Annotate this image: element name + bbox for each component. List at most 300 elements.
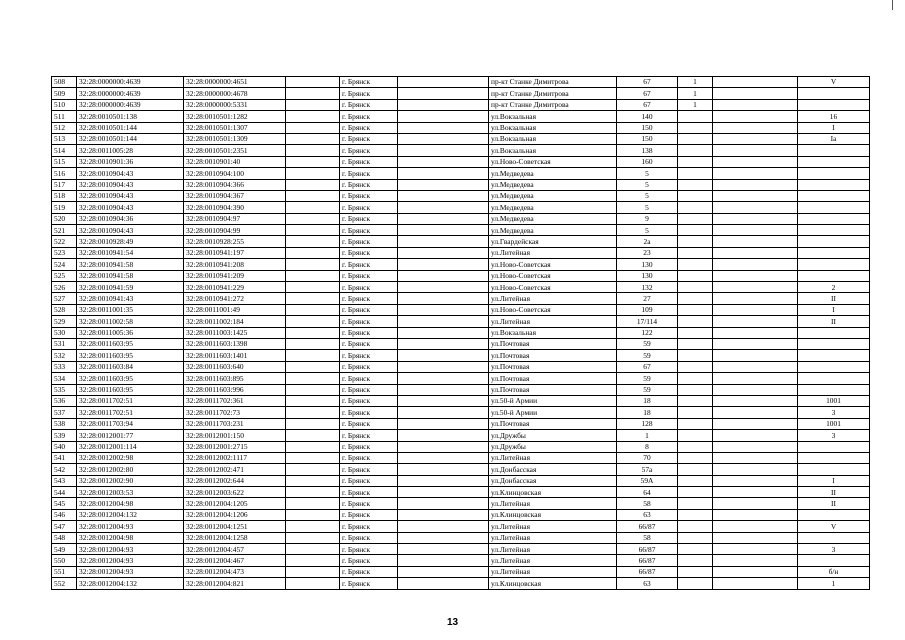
parent-cadastral-number-cell: 32:28:0010928:49 [77,236,184,247]
row-number-cell: 531 [52,338,77,349]
row-number-cell: 549 [52,544,77,555]
city-cell: г. Брянск [340,487,398,498]
cadastral-number-cell: 32:28:0010901:40 [184,156,286,167]
table-row [52,168,870,179]
cadastral-number-cell: 32:28:0011603:1398 [184,338,286,349]
empty-cell [398,544,489,555]
empty-cell [286,213,340,224]
empty-cell [398,384,489,395]
empty-cell [398,88,489,99]
street-cell: ул.Литейная [489,247,617,258]
city-cell: г. Брянск [340,361,398,372]
city-cell: г. Брянск [340,225,398,236]
row-number-cell: 513 [52,133,77,144]
premises-number-cell: 16 [798,111,870,122]
table-row [52,578,870,589]
empty-cell [286,373,340,384]
parent-cadastral-number-cell: 32:28:0012004:98 [77,532,184,543]
cadastral-number-cell: 32:28:0010904:97 [184,213,286,224]
empty-cell [713,282,798,293]
block-cell [678,464,713,475]
cadastral-number-cell: 32:28:0011603:1401 [184,350,286,361]
empty-cell [398,304,489,315]
empty-cell [713,464,798,475]
empty-cell [286,236,340,247]
empty-cell [286,327,340,338]
block-cell [678,418,713,429]
empty-cell [286,555,340,566]
street-cell: пр-кт Станке Димитрова [489,99,617,110]
table-row [52,293,870,304]
empty-cell [713,236,798,247]
parent-cadastral-number-cell: 32:28:0010941:58 [77,270,184,281]
empty-cell [398,555,489,566]
street-cell: ул.Почтовая [489,373,617,384]
empty-cell [713,384,798,395]
parent-cadastral-number-cell: 32:28:0011603:95 [77,384,184,395]
row-number-cell: 544 [52,487,77,498]
table-row [52,88,870,99]
parent-cadastral-number-cell: 32:28:0000000:4639 [77,77,184,88]
premises-number-cell: I [798,475,870,486]
row-number-cell: 545 [52,498,77,509]
row-number-cell: 539 [52,430,77,441]
cadastral-number-cell: 32:28:0012004:457 [184,544,286,555]
row-number-cell: 510 [52,99,77,110]
cadastral-number-cell: 32:28:0011703:231 [184,418,286,429]
table-row [52,498,870,509]
empty-cell [286,452,340,463]
empty-cell [398,190,489,201]
street-cell: ул.Ново-Советская [489,304,617,315]
empty-cell [713,361,798,372]
empty-cell [398,327,489,338]
cadastral-number-cell: 32:28:0011702:73 [184,407,286,418]
house-number-cell: 63 [617,578,678,589]
street-cell: ул.Донбасская [489,464,617,475]
empty-cell [286,430,340,441]
empty-cell [286,509,340,520]
block-cell [678,373,713,384]
table-row [52,122,870,133]
premises-number-cell: 1001 [798,395,870,406]
cadastral-number-cell: 32:28:0012003:622 [184,487,286,498]
empty-cell [713,441,798,452]
empty-cell [713,578,798,589]
empty-cell [286,338,340,349]
empty-cell [398,99,489,110]
street-cell: пр-кт Станке Димитрова [489,77,617,88]
parent-cadastral-number-cell: 32:28:0012002:80 [77,464,184,475]
table-row [52,384,870,395]
cadastral-number-cell: 32:28:0010501:1307 [184,122,286,133]
table-row [52,282,870,293]
empty-cell [398,509,489,520]
parent-cadastral-number-cell: 32:28:0010904:43 [77,202,184,213]
empty-cell [398,532,489,543]
parent-cadastral-number-cell: 32:28:0010501:144 [77,122,184,133]
empty-cell [398,487,489,498]
empty-cell [398,270,489,281]
parent-cadastral-number-cell: 32:28:0010904:36 [77,213,184,224]
table-row [52,179,870,190]
cadastral-number-cell: 32:28:0010941:229 [184,282,286,293]
row-number-cell: 512 [52,122,77,133]
row-number-cell: 543 [52,475,77,486]
house-number-cell: 57а [617,464,678,475]
table-row [52,544,870,555]
block-cell [678,578,713,589]
cadastral-number-cell: 32:28:0000000:4651 [184,77,286,88]
block-cell [678,111,713,122]
house-number-cell: 23 [617,247,678,258]
parent-cadastral-number-cell: 32:28:0010941:54 [77,247,184,258]
parent-cadastral-number-cell: 32:28:0011603:95 [77,373,184,384]
house-number-cell: 59А [617,475,678,486]
empty-cell [398,145,489,156]
empty-cell [713,555,798,566]
empty-cell [286,441,340,452]
row-number-cell: 508 [52,77,77,88]
parent-cadastral-number-cell: 32:28:0011603:95 [77,338,184,349]
premises-number-cell [798,452,870,463]
parent-cadastral-number-cell: 32:28:0012001:114 [77,441,184,452]
house-number-cell: 132 [617,282,678,293]
street-cell: ул.Медведева [489,213,617,224]
empty-cell [713,77,798,88]
table-row [52,566,870,577]
premises-number-cell [798,259,870,270]
parent-cadastral-number-cell: 32:28:0011702:51 [77,407,184,418]
cadastral-number-cell: 32:28:0000000:4678 [184,88,286,99]
row-number-cell: 518 [52,190,77,201]
house-number-cell: 67 [617,361,678,372]
empty-cell [286,77,340,88]
row-number-cell: 516 [52,168,77,179]
cadastral-number-cell: 32:28:0010904:366 [184,179,286,190]
house-number-cell: 63 [617,509,678,520]
row-number-cell: 533 [52,361,77,372]
premises-number-cell [798,99,870,110]
street-cell: ул.Медведева [489,202,617,213]
block-cell [678,270,713,281]
table-row [52,521,870,532]
empty-cell [286,316,340,327]
cadastral-number-cell: 32:28:0010904:99 [184,225,286,236]
city-cell: г. Брянск [340,316,398,327]
empty-cell [286,202,340,213]
street-cell: ул.Литейная [489,521,617,532]
block-cell [678,202,713,213]
city-cell: г. Брянск [340,259,398,270]
cadastral-number-cell: 32:28:0010928:255 [184,236,286,247]
parent-cadastral-number-cell: 32:28:0010904:43 [77,179,184,190]
block-cell [678,122,713,133]
house-number-cell: 67 [617,99,678,110]
house-number-cell: 5 [617,179,678,190]
table-row [52,111,870,122]
parent-cadastral-number-cell: 32:28:0011002:58 [77,316,184,327]
city-cell: г. Брянск [340,566,398,577]
empty-cell [398,498,489,509]
empty-cell [398,464,489,475]
premises-number-cell: 1 [798,578,870,589]
table-row [52,327,870,338]
row-number-cell: 511 [52,111,77,122]
cadastral-number-cell: 32:28:0010501:1282 [184,111,286,122]
empty-cell [713,270,798,281]
street-cell: ул.Ново-Советская [489,156,617,167]
row-number-cell: 547 [52,521,77,532]
parent-cadastral-number-cell: 32:28:0012004:132 [77,509,184,520]
cadastral-number-cell: 32:28:0012002:1117 [184,452,286,463]
city-cell: г. Брянск [340,350,398,361]
block-cell [678,361,713,372]
empty-cell [398,566,489,577]
house-number-cell: 130 [617,259,678,270]
empty-cell [713,327,798,338]
premises-number-cell: 3 [798,407,870,418]
table-row [52,441,870,452]
block-cell [678,225,713,236]
cadastral-number-cell: 32:28:0000000:5331 [184,99,286,110]
row-number-cell: 541 [52,452,77,463]
empty-cell [286,133,340,144]
house-number-cell: 5 [617,202,678,213]
block-cell [678,168,713,179]
cadastral-number-cell: 32:28:0011603:895 [184,373,286,384]
city-cell: г. Брянск [340,532,398,543]
street-cell: ул.Почтовая [489,338,617,349]
table-row [52,225,870,236]
empty-cell [286,168,340,179]
row-number-cell: 548 [52,532,77,543]
empty-cell [713,395,798,406]
empty-cell [398,111,489,122]
empty-cell [398,316,489,327]
house-number-cell: 58 [617,532,678,543]
city-cell: г. Брянск [340,395,398,406]
empty-cell [713,293,798,304]
house-number-cell: 70 [617,452,678,463]
cadastral-number-cell: 32:28:0010941:197 [184,247,286,258]
empty-cell [286,384,340,395]
premises-number-cell [798,384,870,395]
premises-number-cell [798,350,870,361]
empty-cell [286,532,340,543]
empty-cell [398,213,489,224]
empty-cell [398,350,489,361]
empty-cell [713,452,798,463]
empty-cell [398,430,489,441]
empty-cell [286,475,340,486]
empty-cell [398,179,489,190]
parent-cadastral-number-cell: 32:28:0010904:43 [77,190,184,201]
table-row [52,430,870,441]
empty-cell [713,566,798,577]
cadastral-number-cell: 32:28:0012004:1205 [184,498,286,509]
street-cell: ул.Почтовая [489,384,617,395]
row-number-cell: 514 [52,145,77,156]
city-cell: г. Брянск [340,338,398,349]
city-cell: г. Брянск [340,190,398,201]
city-cell: г. Брянск [340,77,398,88]
parent-cadastral-number-cell: 32:28:0012004:93 [77,544,184,555]
parent-cadastral-number-cell: 32:28:0011703:94 [77,418,184,429]
row-number-cell: 521 [52,225,77,236]
house-number-cell: 58 [617,498,678,509]
city-cell: г. Брянск [340,521,398,532]
parent-cadastral-number-cell: 32:28:0012002:90 [77,475,184,486]
house-number-cell: 140 [617,111,678,122]
cadastral-number-cell: 32:28:0010904:100 [184,168,286,179]
house-number-cell: 8 [617,441,678,452]
street-cell: ул.Вокзальная [489,122,617,133]
parent-cadastral-number-cell: 32:28:0011005:28 [77,145,184,156]
parent-cadastral-number-cell: 32:28:0012004:93 [77,566,184,577]
table-row [52,407,870,418]
parent-cadastral-number-cell: 32:28:0000000:4639 [77,88,184,99]
parent-cadastral-number-cell: 32:28:0011001:35 [77,304,184,315]
table-row [52,395,870,406]
parent-cadastral-number-cell: 32:28:0012001:77 [77,430,184,441]
cadastral-number-cell: 32:28:0010941:272 [184,293,286,304]
table-row [52,361,870,372]
empty-cell [713,430,798,441]
row-number-cell: 527 [52,293,77,304]
city-cell: г. Брянск [340,384,398,395]
cadastral-number-cell: 32:28:0010941:208 [184,259,286,270]
city-cell: г. Брянск [340,578,398,589]
cadastral-number-cell: 32:28:0012002:471 [184,464,286,475]
cadastral-number-cell: 32:28:0010904:367 [184,190,286,201]
empty-cell [398,77,489,88]
house-number-cell: 130 [617,270,678,281]
block-cell [678,327,713,338]
house-number-cell: 18 [617,395,678,406]
table-row [52,338,870,349]
cadastral-number-cell: 32:28:0012004:821 [184,578,286,589]
street-cell: ул.Литейная [489,555,617,566]
street-cell: ул.Дружбы [489,430,617,441]
house-number-cell: 2а [617,236,678,247]
page-number: 13 [446,617,459,628]
parent-cadastral-number-cell: 32:28:0010501:138 [77,111,184,122]
block-cell [678,452,713,463]
empty-cell [713,122,798,133]
premises-number-cell [798,179,870,190]
empty-cell [398,338,489,349]
premises-number-cell: V [798,521,870,532]
empty-cell [713,509,798,520]
city-cell: г. Брянск [340,441,398,452]
cadastral-number-cell: 32:28:0012004:1258 [184,532,286,543]
premises-number-cell [798,373,870,384]
parent-cadastral-number-cell: 32:28:0012004:93 [77,521,184,532]
city-cell: г. Брянск [340,179,398,190]
empty-cell [398,578,489,589]
city-cell: г. Брянск [340,202,398,213]
premises-number-cell [798,361,870,372]
empty-cell [713,487,798,498]
table-row [52,247,870,258]
city-cell: г. Брянск [340,544,398,555]
block-cell [678,338,713,349]
block-cell [678,213,713,224]
street-cell: ул.Литейная [489,544,617,555]
city-cell: г. Брянск [340,122,398,133]
premises-number-cell: 3 [798,430,870,441]
city-cell: г. Брянск [340,88,398,99]
cadastral-number-cell: 32:28:0010904:390 [184,202,286,213]
empty-cell [286,99,340,110]
premises-number-cell: II [798,498,870,509]
house-number-cell: 150 [617,133,678,144]
cadastral-number-cell: 32:28:0011001:49 [184,304,286,315]
street-cell: ул.Клинцовская [489,487,617,498]
empty-cell [398,247,489,258]
premises-number-cell [798,88,870,99]
street-cell: ул.Литейная [489,452,617,463]
table-row [52,213,870,224]
block-cell [678,133,713,144]
empty-cell [398,475,489,486]
premises-number-cell: I [798,304,870,315]
table-row [52,304,870,315]
house-number-cell: 67 [617,77,678,88]
empty-cell [713,304,798,315]
empty-cell [713,418,798,429]
house-number-cell: 5 [617,225,678,236]
block-cell [678,236,713,247]
empty-cell [713,225,798,236]
city-cell: г. Брянск [340,464,398,475]
block-cell [678,544,713,555]
house-number-cell: 59 [617,384,678,395]
premises-number-cell: I [798,122,870,133]
parent-cadastral-number-cell: 32:28:0010901:36 [77,156,184,167]
city-cell: г. Брянск [340,407,398,418]
block-cell [678,487,713,498]
street-cell: ул.Ново-Советская [489,270,617,281]
city-cell: г. Брянск [340,327,398,338]
street-cell: ул.50-й Армии [489,407,617,418]
parent-cadastral-number-cell: 32:28:0012002:98 [77,452,184,463]
table-row [52,156,870,167]
table-row [52,133,870,144]
empty-cell [286,578,340,589]
street-cell: ул.Медведева [489,179,617,190]
street-cell: ул.Литейная [489,293,617,304]
empty-cell [286,350,340,361]
cadastral-number-cell: 32:28:0012001:2715 [184,441,286,452]
table-row [52,270,870,281]
premises-number-cell [798,555,870,566]
street-cell: ул.Медведева [489,168,617,179]
parent-cadastral-number-cell: 32:28:0000000:4639 [77,99,184,110]
block-cell [678,430,713,441]
empty-cell [713,521,798,532]
empty-cell [713,407,798,418]
empty-cell [398,168,489,179]
row-number-cell: 537 [52,407,77,418]
empty-cell [398,361,489,372]
street-cell: ул.Медведева [489,225,617,236]
city-cell: г. Брянск [340,99,398,110]
empty-cell [286,156,340,167]
empty-cell [398,373,489,384]
cadastral-number-cell: 32:28:0011603:996 [184,384,286,395]
